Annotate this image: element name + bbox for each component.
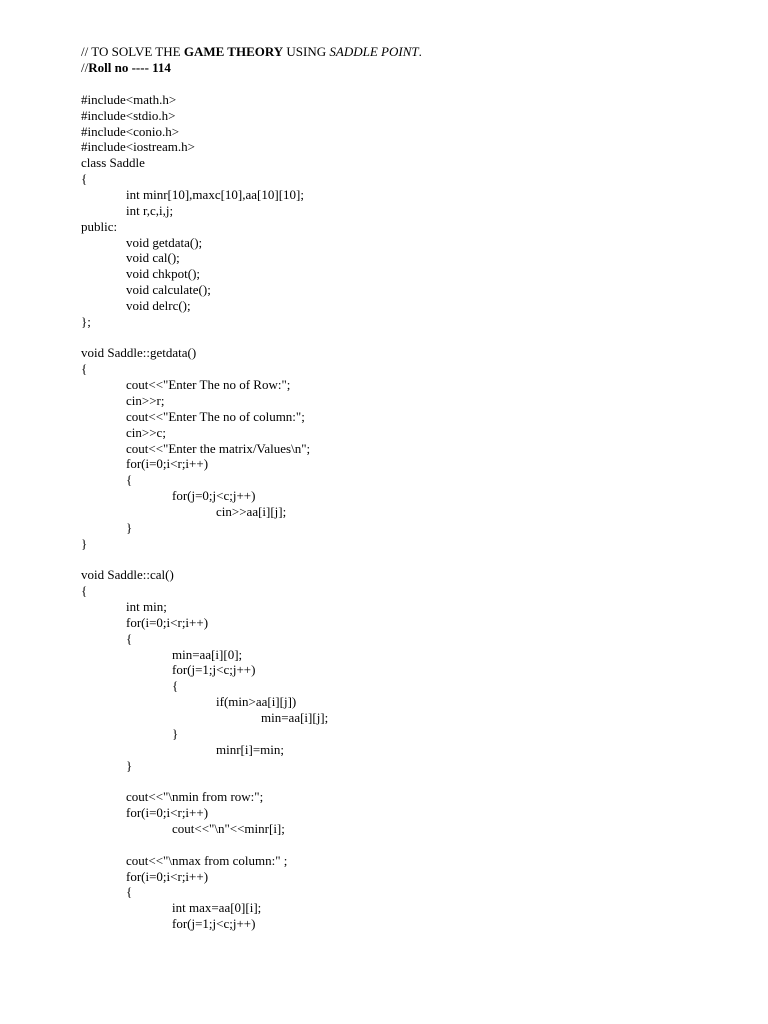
code-line: { <box>126 884 133 899</box>
code-line: { <box>172 678 179 693</box>
code-line: int min; <box>126 599 167 614</box>
code-line: #include<stdio.h> <box>81 108 176 123</box>
code-line: { <box>81 583 88 598</box>
title-suffix: . <box>418 44 422 59</box>
code-line: class Saddle <box>81 155 145 170</box>
code-line: if(min>aa[i][j]) <box>216 694 297 709</box>
code-line: int r,c,i,j; <box>126 203 174 218</box>
code-line: min=aa[i][j]; <box>261 710 329 725</box>
roll-prefix: // <box>81 60 89 75</box>
code-line: cout<<"\nmax from column:" ; <box>126 853 288 868</box>
code-line: void Saddle::cal() <box>81 567 174 582</box>
code-line: for(i=0;i<r;i++) <box>126 456 209 471</box>
code-line: cout<<"\nmin from row:"; <box>126 789 264 804</box>
code-line: { <box>81 361 88 376</box>
code-line: for(i=0;i<r;i++) <box>126 805 209 820</box>
code-line: for(j=1;j<c;j++) <box>172 662 256 677</box>
code-line: } <box>81 536 88 551</box>
code-line: { <box>81 171 88 186</box>
code-line: for(i=0;i<r;i++) <box>126 869 209 884</box>
code-line: cin>>aa[i][j]; <box>216 504 287 519</box>
roll-number <box>81 60 171 76</box>
code-line: cin>>r; <box>126 393 165 408</box>
code-line: void Saddle::getdata() <box>81 345 197 360</box>
code-line: cin>>c; <box>126 425 166 440</box>
code-line: void calculate(); <box>126 282 211 297</box>
code-line: for(i=0;i<r;i++) <box>126 615 209 630</box>
code-line: cout<<"Enter The no of column:"; <box>126 409 305 424</box>
title-mid: USING <box>283 44 330 59</box>
title-italic: SADDLE POINT <box>329 44 419 59</box>
code-line: cout<<"\n"<<minr[i]; <box>172 821 285 836</box>
code-line: public: <box>81 219 118 234</box>
code-line: void delrc(); <box>126 298 191 313</box>
code-line: } <box>126 758 133 773</box>
code-line: int minr[10],maxc[10],aa[10][10]; <box>126 187 304 202</box>
code-line: }; <box>81 314 91 329</box>
code-line: void chkpot(); <box>126 266 201 281</box>
document-title <box>81 44 422 60</box>
code-line: { <box>126 472 133 487</box>
code-line: #include<math.h> <box>81 92 177 107</box>
code-line: for(j=0;j<c;j++) <box>172 488 256 503</box>
code-line: #include<iostream.h> <box>81 139 195 154</box>
code-line: cout<<"Enter The no of Row:"; <box>126 377 291 392</box>
code-line: } <box>172 726 179 741</box>
code-line: for(j=1;j<c;j++) <box>172 916 256 931</box>
code-line: { <box>126 631 133 646</box>
code-line: cout<<"Enter the matrix/Values\n"; <box>126 441 311 456</box>
title-prefix: // TO SOLVE THE <box>81 44 184 59</box>
code-line: minr[i]=min; <box>216 742 284 757</box>
code-line: void cal(); <box>126 250 180 265</box>
code-line: } <box>126 520 133 535</box>
title-bold: GAME THEORY <box>183 44 284 59</box>
code-line: #include<conio.h> <box>81 124 180 139</box>
code-line: min=aa[i][0]; <box>172 647 243 662</box>
code-line: int max=aa[0][i]; <box>172 900 262 915</box>
code-line: void getdata(); <box>126 235 203 250</box>
roll-bold: Roll no ---- 114 <box>88 60 171 75</box>
